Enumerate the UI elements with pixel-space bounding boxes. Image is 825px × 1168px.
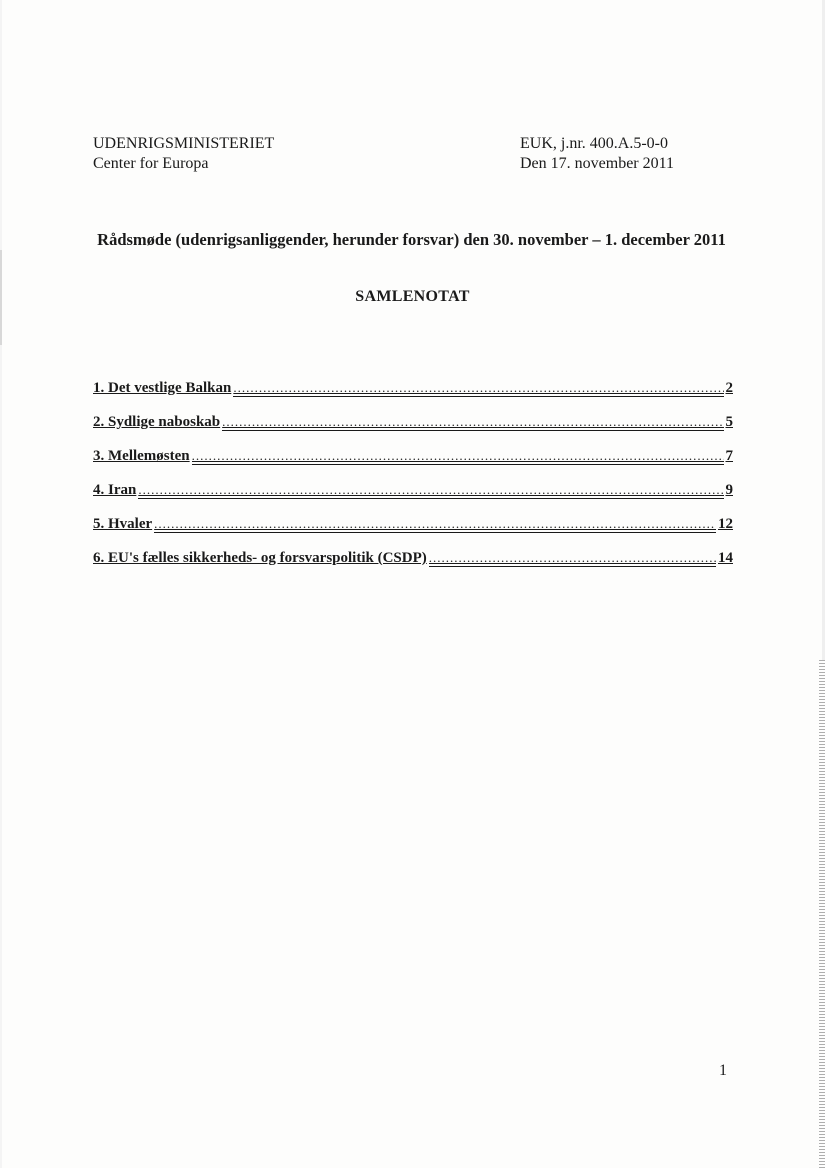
toc-item-page: 12 xyxy=(718,516,733,532)
table-of-contents xyxy=(93,378,733,582)
toc-leader-dots xyxy=(138,482,723,499)
toc-leader-dots xyxy=(154,516,716,533)
toc-item-label: 2. Sydlige naboskab xyxy=(93,414,221,430)
toc-leader-dots xyxy=(233,380,723,397)
toc-item-whales[interactable] xyxy=(93,514,733,548)
document-date: Den 17. november 2011 xyxy=(520,155,675,172)
header-right xyxy=(520,134,674,174)
toc-item-label: 6. EU's fælles sikkerheds- og forsvarspolitik (CSDP) xyxy=(93,550,427,566)
document-subtitle: SAMLENOTAT xyxy=(355,288,470,305)
toc-item-label: 3. Mellemøsten xyxy=(93,448,190,464)
toc-item-page: 5 xyxy=(725,414,733,430)
reference-number: EUK, j.nr. 400.A.5-0-0 xyxy=(520,135,668,152)
scan-edge-right xyxy=(819,660,825,1168)
toc-item-middle-east[interactable] xyxy=(93,446,733,480)
toc-item-page: 2 xyxy=(725,380,733,396)
toc-item-page: 9 xyxy=(725,482,733,498)
toc-item-balkan[interactable] xyxy=(93,378,733,412)
document-title xyxy=(0,230,825,250)
toc-item-label: 5. Hvaler xyxy=(93,516,153,532)
department-name: Center for Europa xyxy=(93,155,209,172)
ministry-name: UDENRIGSMINISTERIET xyxy=(93,135,275,152)
scan-edge-left xyxy=(0,0,2,1168)
toc-leader-dots xyxy=(429,550,716,567)
toc-leader-dots xyxy=(222,414,723,431)
document-title-text: Rådsmøde (udenrigsanliggender, herunder forsvar) den 30. november – 1. december 2011 xyxy=(97,230,726,249)
toc-item-southern-neighbourhood[interactable] xyxy=(93,412,733,446)
toc-item-label: 1. Det vestlige Balkan xyxy=(93,380,232,396)
header-left xyxy=(93,134,274,174)
toc-item-page: 14 xyxy=(718,550,733,566)
toc-item-page: 7 xyxy=(725,448,733,464)
toc-item-csdp[interactable] xyxy=(93,548,733,582)
page-number: 1 xyxy=(719,1062,727,1079)
toc-item-iran[interactable] xyxy=(93,480,733,514)
toc-item-label: 4. Iran xyxy=(93,482,137,498)
toc-leader-dots xyxy=(192,448,724,465)
